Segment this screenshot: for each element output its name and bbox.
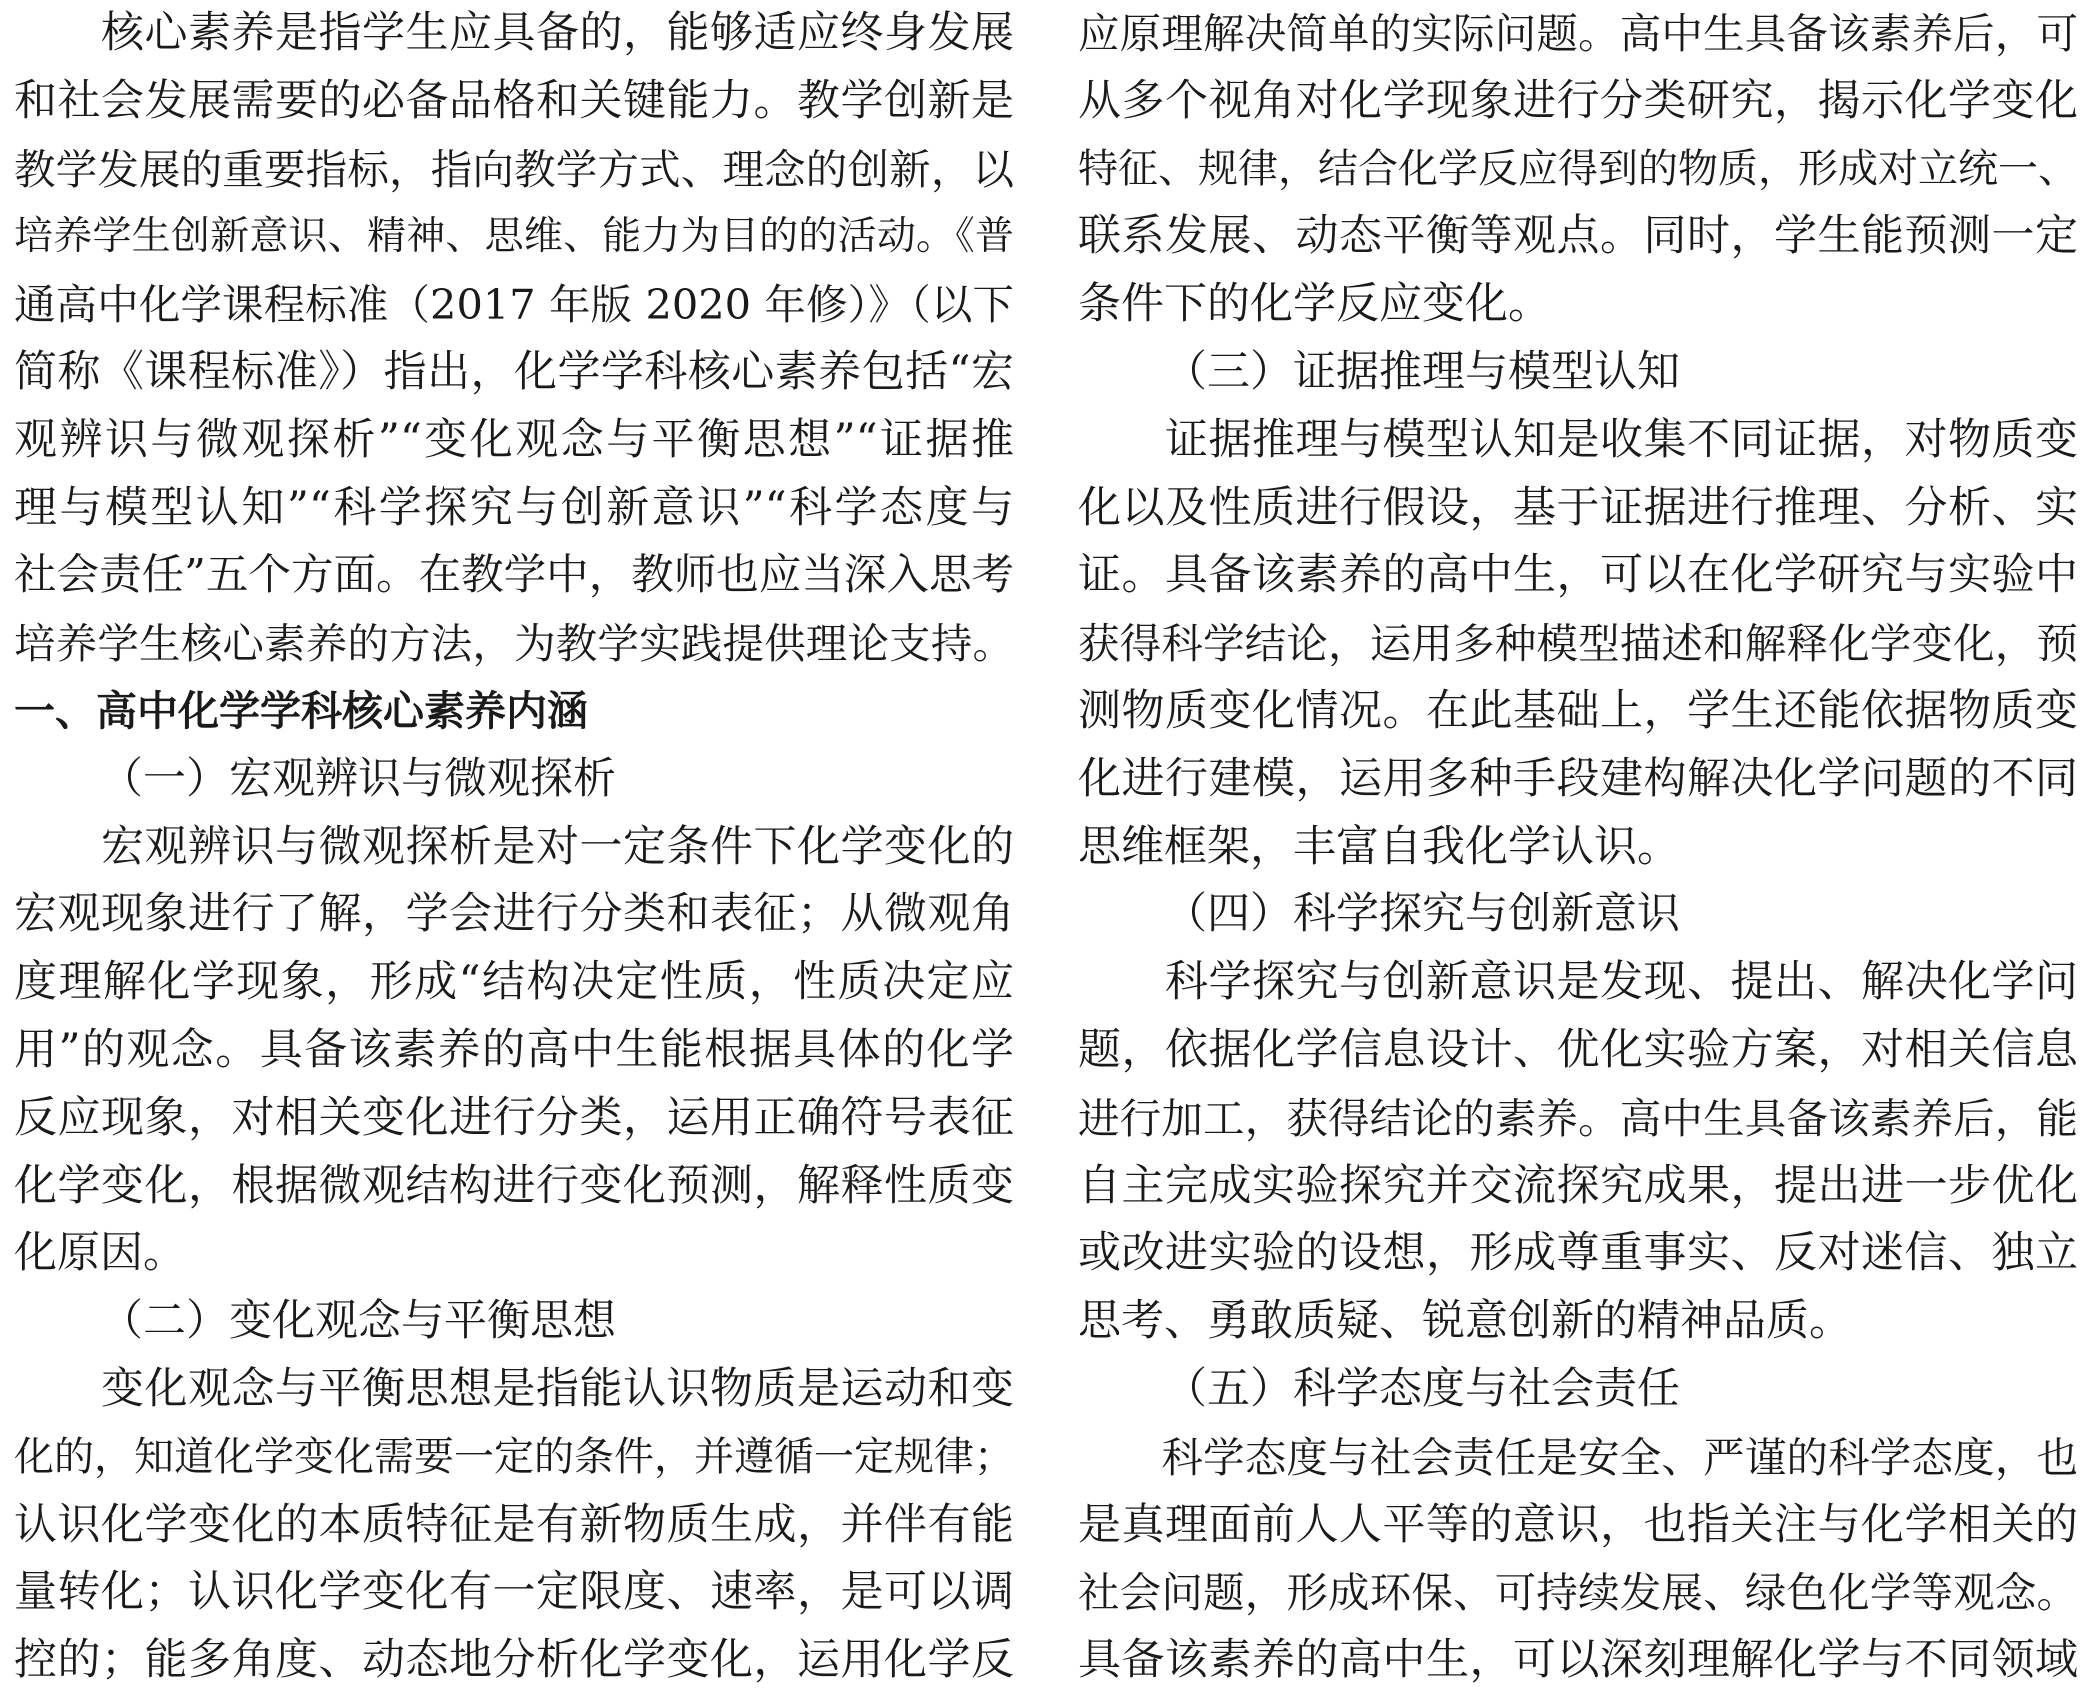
text-line: 具备该素养的高中生，可以深刻理解化学与不同领域 — [1078, 1635, 2078, 1686]
text-line: 控的；能多角度、动态地分析化学变化，运用化学反 — [14, 1635, 1014, 1686]
text-line: 科学态度与社会责任是安全、严谨的科学态度，也 — [1078, 1432, 2078, 1482]
text-line: 或改进实验的设想，形成尊重事实、反对迷信、独立 — [1078, 1228, 2078, 1279]
text-line: 宏观辨识与微观探析是对一定条件下化学变化的 — [14, 821, 1014, 872]
text-line: 联系发展、动态平衡等观点。同时，学生能预测一定 — [1078, 211, 2078, 262]
text-line: 社会问题，形成环保、可持续发展、绿色化学等观念。 — [1078, 1568, 2078, 1618]
text-line: 化以及性质进行假设，基于证据进行推理、分析、实 — [1078, 482, 2078, 533]
text-line: 观辨识与微观探析”“变化观念与平衡思想”“证据推 — [14, 414, 1014, 465]
text-line: 证据推理与模型认知是收集不同证据，对物质变 — [1078, 414, 2078, 465]
text-line: 培养学生创新意识、精神、思维、能力为目的的活动。《普 — [14, 214, 1014, 260]
text-line: 核心素养是指学生应具备的，能够适应终身发展 — [14, 8, 1014, 58]
text-line: 培养学生核心素养的方法，为教学实践提供理论支持。 — [14, 619, 1014, 669]
text-line: 理与模型认知”“科学探究与创新意识”“科学态度与 — [14, 482, 1014, 533]
text-line: 应原理解决简单的实际问题。高中生具备该素养后，可 — [1078, 9, 2078, 58]
text-line: 宏观现象进行了解，学会进行分类和表征；从微观角 — [14, 889, 1014, 940]
left-text-column — [14, 0, 1014, 1695]
text-line: 证。具备该素养的高中生，可以在化学研究与实验中 — [1078, 550, 2078, 601]
text-line: 自主完成实验探究并交流探究成果，提出进一步优化 — [1078, 1160, 2078, 1211]
text-line: 量转化；认识化学变化有一定限度、速率，是可以调 — [14, 1567, 1014, 1618]
text-line: 社会责任”五个方面。在教学中，教师也应当深入思考 — [14, 551, 1014, 601]
text-line: 思考、勇敢质疑、锐意创新的精神品质。 — [1078, 1296, 1852, 1347]
subsection-heading: （五）科学态度与社会责任 — [1164, 1363, 1680, 1414]
text-line: 是真理面前人人平等的意识，也指关注与化学相关的 — [1078, 1499, 2078, 1550]
text-line: 化学变化，根据微观结构进行变化预测，解释性质变 — [14, 1160, 1014, 1211]
text-line: 反应现象，对相关变化进行分类，运用正确符号表征 — [14, 1092, 1014, 1143]
text-line: 通高中化学课程标准（2017 年版 2020 年修）》（以下 — [14, 280, 1014, 330]
text-line: 变化观念与平衡思想是指能认识物质是运动和变 — [14, 1363, 1014, 1414]
section-heading: 一、高中化学学科核心素养内涵 — [14, 686, 588, 735]
text-line: 化进行建模，运用多种手段建构解决化学问题的不同 — [1078, 753, 2078, 804]
text-line: 题，依据化学信息设计、优化实验方案，对相关信息 — [1078, 1024, 2078, 1075]
text-line: 进行加工，获得结论的素养。高中生具备该素养后，能 — [1078, 1093, 2078, 1143]
text-line: 科学探究与创新意识是发现、提出、解决化学问 — [1078, 957, 2078, 1008]
text-line: 思维框架，丰富自我化学认识。 — [1078, 821, 1680, 872]
right-text-column — [1078, 0, 2078, 1695]
text-line: 用”的观念。具备该素养的高中生能根据具体的化学 — [14, 1024, 1014, 1075]
text-line: 条件下的化学反应变化。 — [1078, 279, 1551, 330]
text-line: 教学发展的重要指标，指向教学方式、理念的创新，以 — [14, 144, 1014, 194]
text-line: 从多个视角对化学现象进行分类研究，揭示化学变化 — [1078, 75, 2078, 126]
text-line: 特征、规律，结合化学反应得到的物质，形成对立统一、 — [1078, 145, 2078, 192]
text-line: 度理解化学现象，形成“结构决定性质，性质决定应 — [14, 957, 1014, 1008]
subsection-heading: （一）宏观辨识与微观探析 — [100, 753, 616, 804]
text-line: 简称《课程标准》）指出，化学学科核心素养包括“宏 — [14, 346, 1014, 397]
text-line: 测物质变化情况。在此基础上，学生还能依据物质变 — [1078, 685, 2078, 736]
text-line: 化原因。 — [14, 1228, 186, 1279]
subsection-heading: （三）证据推理与模型认知 — [1164, 346, 1680, 397]
text-line: 获得科学结论，运用多种模型描述和解释化学变化，预 — [1078, 619, 2078, 669]
subsection-heading: （二）变化观念与平衡思想 — [100, 1296, 616, 1347]
subsection-heading: （四）科学探究与创新意识 — [1164, 889, 1680, 940]
text-line: 和社会发展需要的必备品格和关键能力。教学创新是 — [14, 75, 1014, 126]
text-line: 认识化学变化的本质特征是有新物质生成，并伴有能 — [14, 1499, 1014, 1550]
text-line: 化的，知道化学变化需要一定的条件，并遵循一定规律； — [14, 1433, 1014, 1480]
